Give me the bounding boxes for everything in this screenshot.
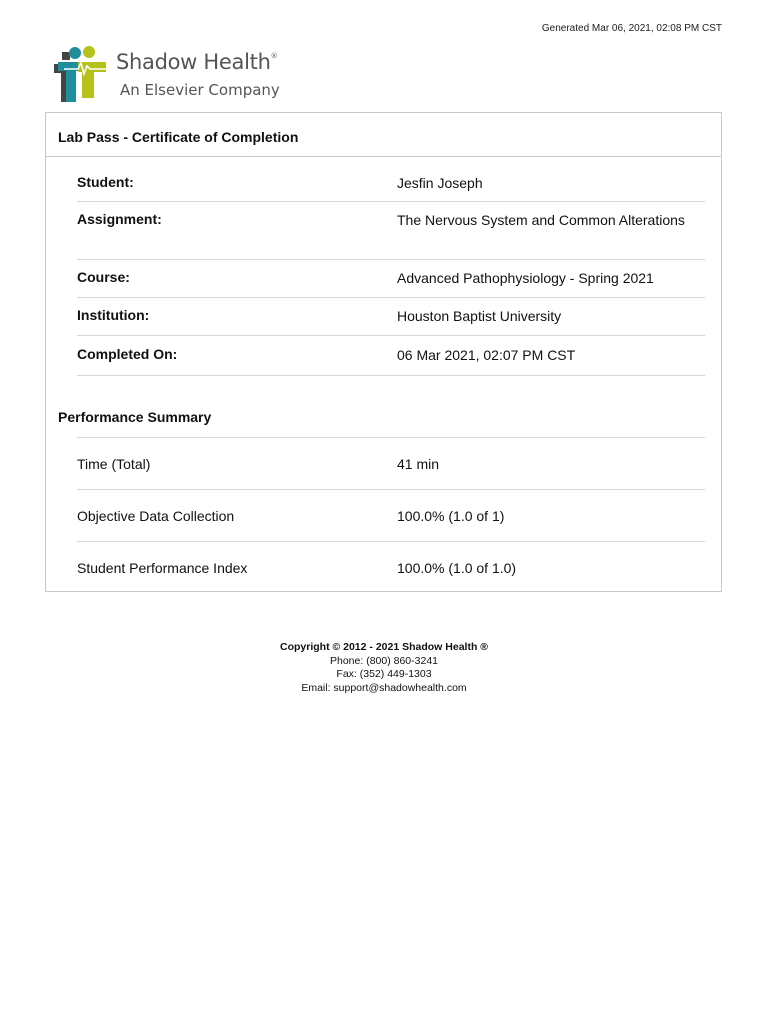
generated-timestamp: Generated Mar 06, 2021, 02:08 PM CST [541,23,722,34]
footer-copyright: Copyright © 2012 - 2021 Shadow Health ® [279,641,489,653]
detail-row-student [77,157,705,202]
footer [0,641,768,695]
detail-row-completed-on [77,336,705,376]
detail-label: Course: [77,269,130,285]
detail-label: Institution: [77,307,150,323]
performance-value: 100.0% (1.0 of 1) [397,507,505,524]
brand-name: Shadow Health® [116,50,278,74]
footer-phone: Phone: (800) 860-3241 [330,654,438,667]
performance-row-objective-data [77,490,705,542]
detail-value: Jesfin Joseph [397,175,483,191]
shadow-health-logo-icon [52,44,112,106]
footer-fax: Fax: (352) 449-1303 [336,668,432,680]
detail-row-assignment [77,202,705,260]
detail-row-course [77,260,705,298]
detail-value: 06 Mar 2021, 02:07 PM CST [397,347,576,363]
performance-table [77,437,705,594]
performance-value: 41 min [397,455,440,472]
performance-summary-title: Performance Summary [58,409,212,425]
performance-value: 100.0% (1.0 of 1.0) [397,560,517,576]
shadow-health-logo [52,44,292,106]
footer-email: Email: support@shadowhealth.com [301,681,467,694]
details-table [77,157,705,376]
detail-label: Student: [77,174,134,190]
performance-row-spi [77,542,705,594]
detail-value: Advanced Pathophysiology - Spring 2021 [397,270,654,286]
detail-value: The Nervous System and Common Alterations [397,212,685,228]
certificate-card [45,112,722,592]
performance-label: Objective Data Collection [77,507,235,524]
detail-label: Completed On: [77,346,178,362]
performance-row-time [77,438,705,490]
brand-tagline: An Elsevier Company [120,81,280,99]
detail-value: Houston Baptist University [397,308,562,324]
performance-label: Time (Total) [77,455,151,472]
detail-label: Assignment: [77,211,162,227]
certificate-title: Lab Pass - Certificate of Completion [46,113,721,157]
detail-row-institution [77,298,705,336]
performance-label: Student Performance Index [77,560,248,576]
